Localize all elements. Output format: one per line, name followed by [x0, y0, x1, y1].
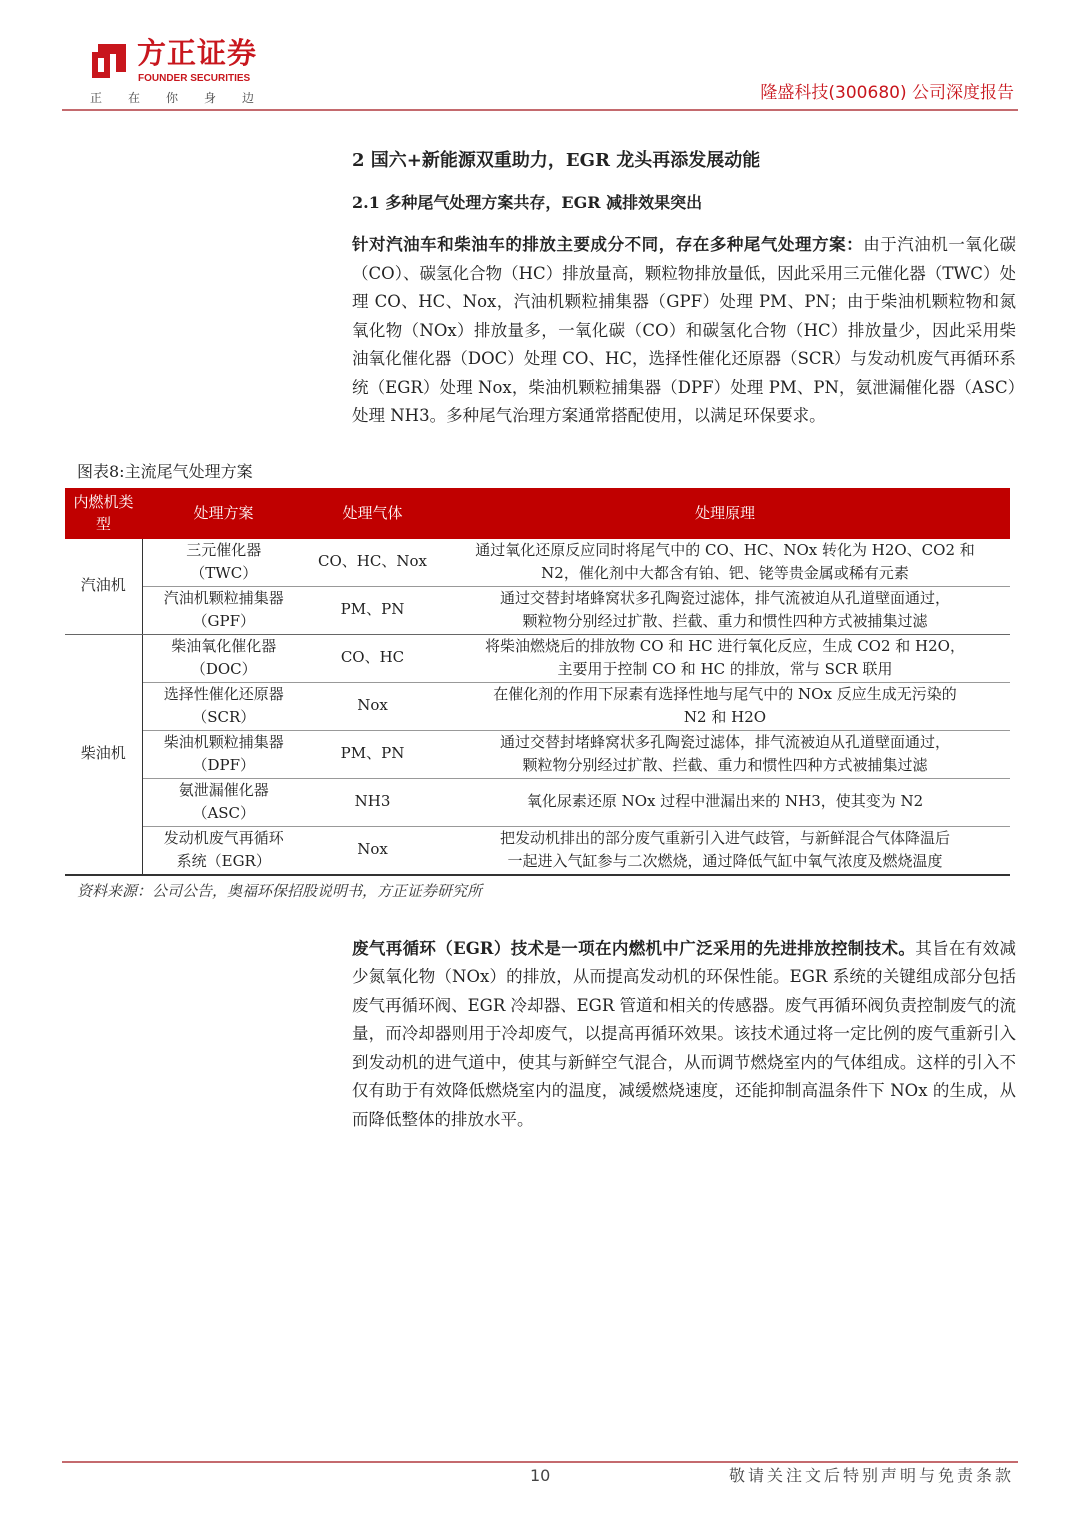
- gas-cell: NH3: [305, 778, 440, 826]
- header-divider: [62, 109, 1018, 111]
- principle-cell-line: 将柴油燃烧后的排放物 CO 和 HC 进行氧化反应，生成 CO2 和 H2O，: [485, 636, 965, 655]
- exhaust-treatment-table: [65, 488, 1010, 876]
- principle-cell: [440, 586, 1010, 634]
- scheme-cell-line: 汽油机颗粒捕集器: [163, 588, 284, 607]
- section-heading: 2 国六+新能源双重助力，EGR 龙头再添发展动能: [352, 150, 761, 171]
- report-title: 隆盛科技(300680) 公司深度报告: [760, 83, 1014, 103]
- scheme-cell: [142, 682, 305, 730]
- principle-cell-line: 把发动机排出的部分废气重新引入进气歧管，与新鲜混合气体降温后: [499, 828, 950, 847]
- principle-cell: [440, 730, 1010, 778]
- scheme-cell-line: （DPF）: [192, 756, 256, 774]
- principle-cell-line: 通过交替封堵蜂窝状多孔陶瓷过滤体，排气流被迫从孔道壁面通过，: [499, 588, 950, 607]
- table-caption: 图表8:主流尾气处理方案: [77, 461, 253, 481]
- col-header-principle: 处理原理: [440, 488, 1010, 539]
- scheme-cell: [142, 826, 305, 875]
- scheme-cell-line: （DOC）: [190, 660, 257, 678]
- logo-text-en: FOUNDER SECURITIES: [138, 73, 251, 84]
- engine-type-cell: 柴油机: [65, 634, 142, 875]
- scheme-cell-line: 柴油氧化催化器: [171, 636, 277, 655]
- principle-cell: [440, 778, 1010, 826]
- paragraph-body: 其旨在有效减少氮氧化物（NOx）的排放，从而提高发动机的环保性能。EGR 系统的关键组成部分包括废气再循环阀、EGR 冷却器、EGR 管道和相关的传感器。废气再循环阀负责控制废气的流量，而冷却器则用于冷却废气，以提高再循环效果。该技术通过将一定比例的废气重新引入到发动机的进气道中，使其与新鲜空气混合，从而调节燃烧室内的气体组成。这样的引入不仅有助于有效降低燃烧室内的温度，减缓燃烧速度，还能抑制高温条件下 NOx 的生成，从而降低整体的排放水平。: [352, 938, 1016, 1129]
- principle-cell-line: 一起进入气缸参与二次燃烧，通过降低气缸中氧气浓度及燃烧温度: [507, 852, 943, 870]
- table-row: [65, 730, 1010, 778]
- slogan-char: 你: [166, 91, 179, 105]
- paragraph-exhaust-schemes: [352, 231, 1016, 431]
- scheme-cell-line: 发动机废气再循环: [163, 828, 284, 847]
- table-source: 资料来源：公司公告，奥福环保招股说明书，方正证券研究所: [77, 881, 483, 900]
- principle-cell-line: N2 和 H2O: [683, 708, 767, 726]
- scheme-cell: [142, 778, 305, 826]
- principle-cell-line: 主要用于控制 CO 和 HC 的排放，常与 SCR 联用: [557, 660, 893, 678]
- disclaimer: 敬请关注文后特别声明与免责条款: [728, 1466, 1014, 1485]
- scheme-cell: [142, 586, 305, 634]
- slogan: [90, 91, 280, 105]
- footer-divider: [62, 1461, 1018, 1463]
- scheme-cell: [142, 539, 305, 587]
- scheme-cell-line: 系统（EGR）: [176, 852, 271, 870]
- scheme-cell-line: （TWC）: [190, 564, 258, 582]
- subsection-heading: 2.1 多种尾气处理方案共存，EGR 减排效果突出: [352, 193, 703, 212]
- gas-cell: Nox: [305, 682, 440, 730]
- table-row: [65, 634, 1010, 682]
- principle-cell-line: 通过交替封堵蜂窝状多孔陶瓷过滤体，排气流被迫从孔道壁面通过，: [499, 732, 950, 751]
- scheme-cell-line: （ASC）: [192, 804, 256, 822]
- slogan-char: 在: [128, 91, 141, 105]
- principle-cell-line: 氧化尿素还原 NOx 过程中泄漏出来的 NH3，使其变为 N2: [526, 792, 924, 811]
- founder-logo-icon: [90, 42, 128, 80]
- table-row: [65, 778, 1010, 826]
- gas-cell: Nox: [305, 826, 440, 875]
- principle-cell-line: N2，催化剂中大都含有铂、钯、铑等贵金属或稀有元素: [541, 564, 909, 582]
- principle-cell: [440, 634, 1010, 682]
- principle-cell: [440, 539, 1010, 587]
- scheme-cell: [142, 634, 305, 682]
- paragraph-egr: [352, 935, 1016, 1135]
- scheme-cell-line: （GPF）: [192, 612, 255, 630]
- table-row: [65, 586, 1010, 634]
- scheme-cell-line: 氨泄漏催化器: [178, 780, 269, 799]
- principle-cell-line: 颗粒物分别经过扩散、拦截、重力和惯性四种方式被捕集过滤: [522, 756, 928, 774]
- main-content: [0, 148, 1080, 1134]
- slogan-char: 边: [242, 91, 255, 105]
- paragraph-body: 由于汽油机一氧化碳（CO）、碳氢化合物（HC）排放量高，颗粒物排放量低，因此采用三元催化器（TWC）处理 CO、HC、Nox，汽油机颗粒捕集器（GPF）处理 PM、PN；由于柴油机颗粒物和氮氧化物（NOx）排放量多，一氧化碳（CO）和碳氢化合物（HC）排放量少，因此采用柴油氧化催化器（DOC）处理 CO、HC，选择性催化还原器（SCR）与发动机废气再循环系统（EGR）处理 Nox，柴油机颗粒捕集器（DPF）处理 PM、PN，氨泄漏催化器（ASC）处理 NH3。多种尾气治理方案通常搭配使用，以满足环保要求。: [352, 235, 1017, 425]
- paragraph-lead: 废气再循环（EGR）技术是一项在内燃机中广泛采用的先进排放控制技术。: [352, 938, 916, 958]
- engine-type-cell: 汽油机: [65, 539, 142, 635]
- scheme-cell: [142, 730, 305, 778]
- principle-cell-line: 在催化剂的作用下尿素有选择性地与尾气中的 NOx 反应生成无污染的: [493, 684, 957, 703]
- gas-cell: PM、PN: [305, 586, 440, 634]
- principle-cell-line: 颗粒物分别经过扩散、拦截、重力和惯性四种方式被捕集过滤: [522, 612, 928, 630]
- scheme-cell-line: 三元催化器: [186, 540, 262, 559]
- scheme-cell-line: （SCR）: [192, 708, 256, 726]
- principle-cell: [440, 682, 1010, 730]
- col-header-gas: 处理气体: [305, 488, 440, 539]
- page-number: 10: [530, 1466, 551, 1485]
- scheme-cell-line: 选择性催化还原器: [163, 684, 284, 703]
- paragraph-lead: 针对汽油车和柴油车的排放主要成分不同，存在多种尾气处理方案：: [352, 235, 864, 254]
- col-header-type: 内燃机类型: [65, 488, 142, 539]
- slogan-char: 正: [90, 91, 103, 105]
- col-header-scheme: 处理方案: [142, 488, 305, 539]
- logo-text-cn: 方正证券: [137, 36, 258, 70]
- table-row: [65, 826, 1010, 875]
- gas-cell: PM、PN: [305, 730, 440, 778]
- principle-cell: [440, 826, 1010, 875]
- gas-cell: CO、HC、Nox: [305, 539, 440, 587]
- table-row: [65, 682, 1010, 730]
- slogan-char: 身: [204, 91, 217, 105]
- table-row: [65, 539, 1010, 587]
- gas-cell: CO、HC: [305, 634, 440, 682]
- principle-cell-line: 通过氧化还原反应同时将尾气中的 CO、HC、NOx 转化为 H2O、CO2 和: [475, 540, 975, 559]
- scheme-cell-line: 柴油机颗粒捕集器: [163, 732, 284, 751]
